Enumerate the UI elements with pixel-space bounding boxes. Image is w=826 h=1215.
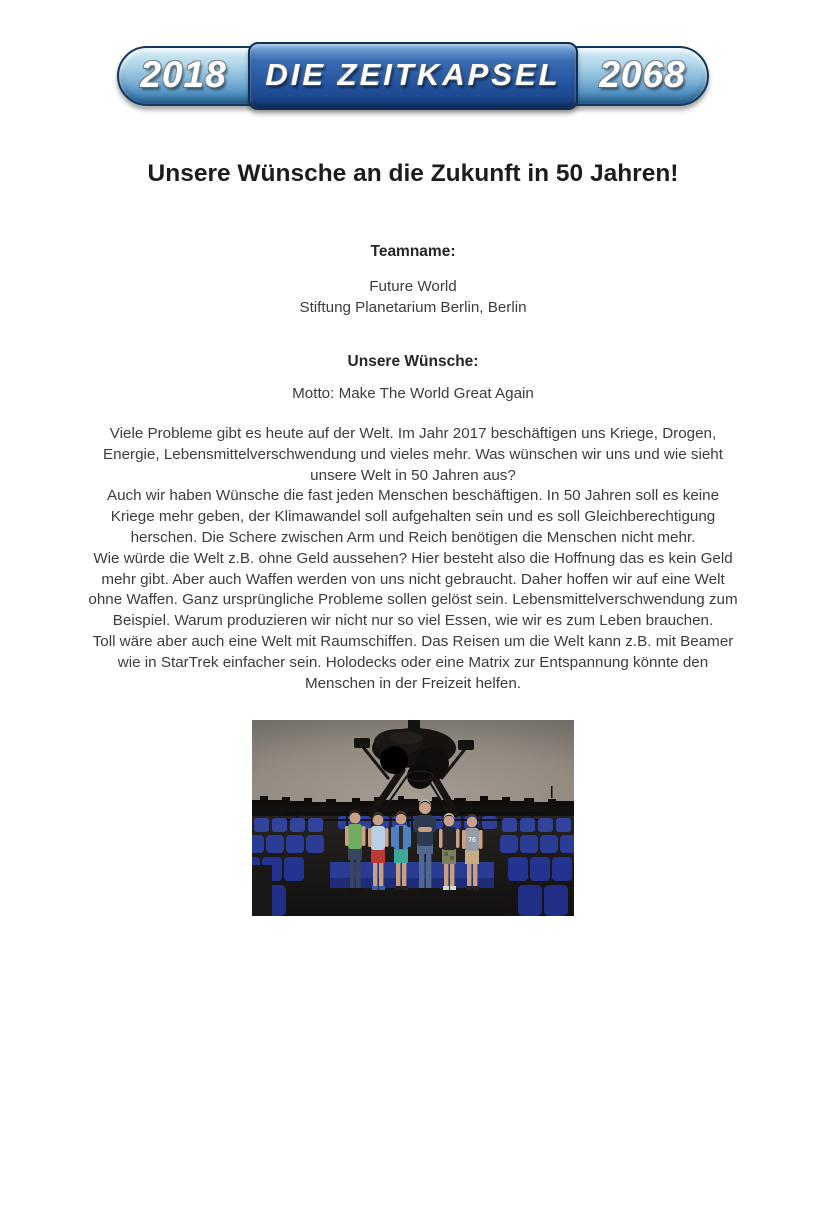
team-block: [0, 276, 826, 318]
banner-year-right: 2068: [599, 53, 686, 95]
planetarium-photo: [252, 720, 574, 916]
team-name: Future World: [369, 278, 457, 295]
motto-line: Motto: Make The World Great Again: [292, 385, 534, 402]
wishes-paragraph-1: Viele Probleme gibt es heute auf der Welt. Im Jahr 2017 beschäftigen uns Kriege, Drogen, Energie, Lebensmittelverschwendung und vieles mehr. Was wünschen wir uns und wie sieht unsere Welt in 50 Jahren aus?: [103, 425, 723, 484]
projector-fixture-left: [354, 738, 370, 748]
wishes-text: [88, 424, 738, 694]
banner-title: DIE ZEITKAPSEL: [248, 42, 578, 110]
teamname-label: Teamname:: [370, 243, 456, 260]
projector-fixture-right: [458, 740, 474, 750]
shirt-number: 76: [468, 837, 476, 845]
skyline-antenna: [551, 786, 553, 798]
wishes-paragraph-2: Auch wir haben Wünsche die fast jeden Menschen beschäftigen. In 50 Jahren soll es keine Kriege mehr geben, der Klimawandel soll aufgehalten sein und es soll Gleichberechtigung herschen. Die Schere zwischen Arm und Reich benötigen die Menschen nicht mehr.: [106, 487, 720, 546]
wishes-paragraph-3: Wie würde die Welt z.B. ohne Geld aussehen? Hier besteht also die Hoffnung das es kein Geld mehr gibt. Aber auch Waffen werden von uns nicht gebraucht. Daher hoffen wir auf eine Welt ohne Waffen. Ganz ursprüngliche Probleme sollen gelöst sein. Lebensmittelverschwendung zum Beispiel. Warum produzieren wir nicht nur so viel Essen, wie wir es zum Leben brauchen.: [88, 549, 738, 630]
zeitkapsel-banner: [117, 46, 709, 106]
wishes-label: Unsere Wünsche:: [347, 353, 479, 370]
wishes-paragraph-4: Toll wäre aber auch eine Welt mit Raumschiffen. Das Reisen um die Welt kann z.B. mit Beamer wie in StarTrek einfacher sein. Holodecks oder eine Matrix zur Entspannung könnte den Menschen in der Freizeit helfen.: [92, 632, 734, 692]
banner-year-left: 2018: [140, 53, 227, 95]
projector-star-ball: [407, 763, 433, 789]
page-title: Unsere Wünsche an die Zukunft in 50 Jahren!: [147, 160, 679, 187]
team-organization: Stiftung Planetarium Berlin, Berlin: [299, 299, 527, 316]
document-page: [0, 46, 826, 916]
